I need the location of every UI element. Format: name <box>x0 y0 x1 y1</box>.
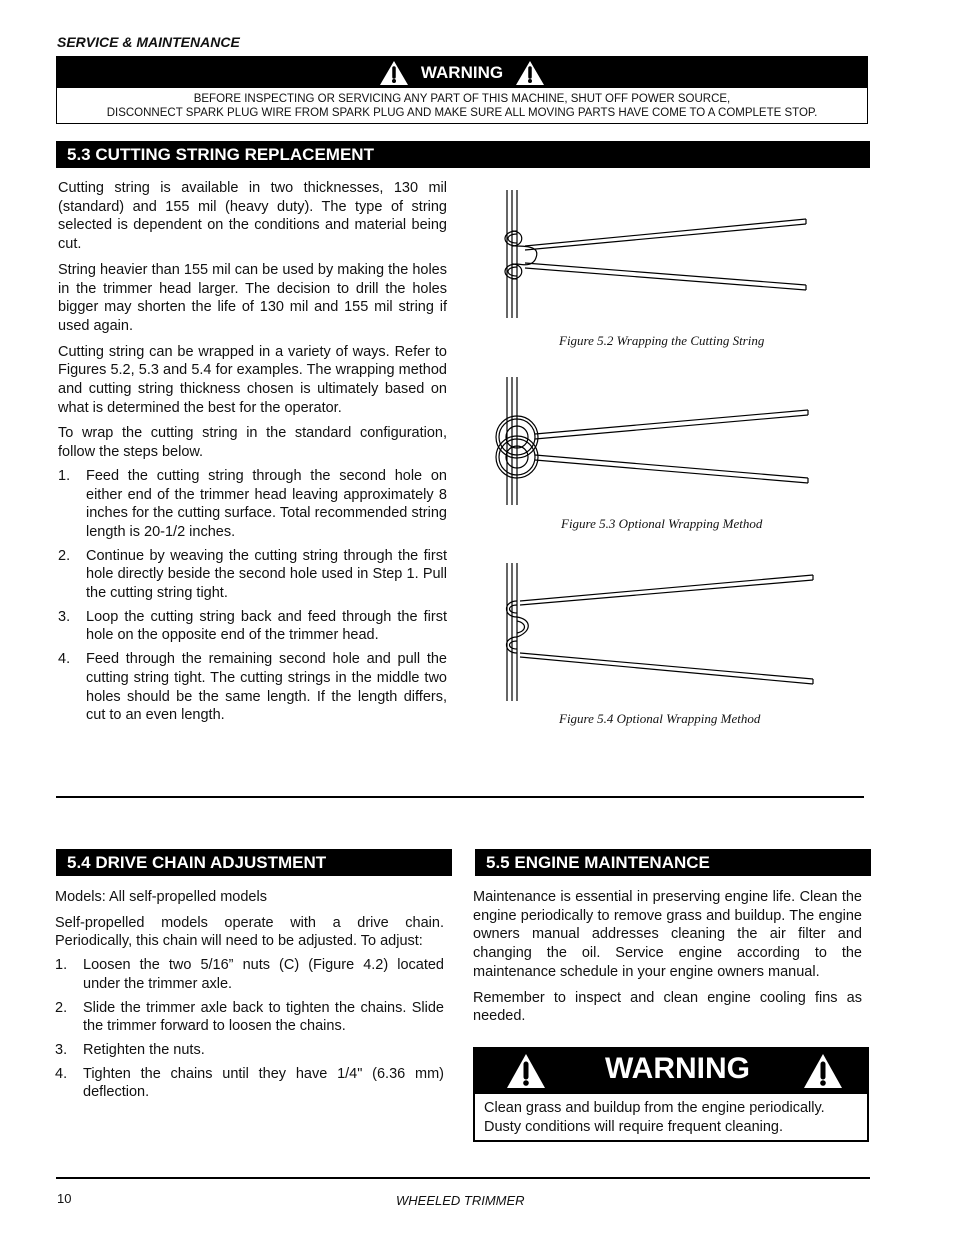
warning-triangle-icon <box>515 60 545 86</box>
step-text: Feed the cutting string through the second hole on either end of the trimmer head leaving approximately 8 inches for the cutting surface. Total recommended string length is 20-1/2 inches. <box>86 467 447 540</box>
step-number: 3. <box>55 1041 68 1058</box>
figure-5-2-caption: Figure 5.2 Wrapping the Cutting String <box>559 333 765 348</box>
paragraph: Self-propelled models operate with a drive chain. Periodically, this chain will need to be adjusted. To adjust: <box>55 914 444 950</box>
section-5-5-heading: 5.5 ENGINE MAINTENANCE <box>475 849 871 876</box>
engine-warning-title: WARNING <box>605 1052 750 1085</box>
engine-warning-box <box>473 1047 869 1142</box>
step-number: 1. <box>55 957 68 974</box>
step-number: 2. <box>58 547 71 564</box>
figure-5-3-diagram <box>490 375 815 507</box>
section-5-4-heading: 5.4 DRIVE CHAIN ADJUSTMENT <box>56 849 452 876</box>
top-warning-title: WARNING <box>420 62 504 82</box>
list-item <box>55 999 444 1036</box>
section-5-5-body <box>473 888 862 1033</box>
step-number: 4. <box>55 1065 68 1082</box>
paragraph: String heavier than 155 mil can be used by making the holes in the trimmer head larger. The decision to drill the holes bigger may shorten the life of 130 mil and 155 mil string if used again. <box>58 261 447 334</box>
section-5-3-heading: 5.3 CUTTING STRING REPLACEMENT <box>56 141 870 168</box>
list-item <box>55 1065 444 1102</box>
step-number: 3. <box>58 608 71 625</box>
warning-triangle-icon <box>506 1053 546 1089</box>
step-number: 2. <box>55 999 68 1016</box>
list-item <box>58 547 447 603</box>
engine-warning-bar <box>475 1049 867 1094</box>
warning-triangle-icon <box>803 1053 843 1089</box>
section-5-4-body <box>55 888 444 1107</box>
step-text: Retighten the nuts. <box>83 1041 205 1058</box>
warning-triangle-icon <box>379 60 409 86</box>
page-number: 10 <box>57 1191 72 1206</box>
footer-title: WHEELED TRIMMER <box>396 1193 525 1208</box>
paragraph: Remember to inspect and clean engine cooling fins as needed. <box>473 989 862 1025</box>
step-text: Slide the trimmer axle back to tighten the chains. Slide the trimmer forward to loosen the chains. <box>83 999 444 1035</box>
section-divider <box>56 796 864 798</box>
step-number: 1. <box>58 467 71 484</box>
top-warning-text <box>57 88 867 120</box>
engine-warning-text: Clean grass and buildup from the engine periodically. Dusty conditions will require frequent cleaning. <box>484 1100 825 1135</box>
top-warning-box <box>56 56 868 124</box>
paragraph: Cutting string can be wrapped in a variety of ways. Refer to Figures 5.2, 5.3 and 5.4 for examples. The wrapping method and cutting string thickness chosen is ultimately based on what is determined the best for the operator. <box>58 343 447 416</box>
list-item <box>58 608 447 645</box>
step-text: Feed through the remaining second hole and pull the cutting string tight. The cutting strings in the middle two holes should be the same length. If the length differs, cut to an even length. <box>86 651 447 724</box>
figure-5-3-caption: Figure 5.3 Optional Wrapping Method <box>561 516 763 531</box>
paragraph: To wrap the cutting string in the standard configuration, follow the steps below. <box>58 425 447 461</box>
section-5-3-body <box>58 179 447 730</box>
section-header-label: SERVICE & MAINTENANCE <box>57 34 240 50</box>
step-text: Tighten the chains until they have 1/4" (6.36 mm) deflection. <box>83 1065 444 1101</box>
top-warning-line-2: DISCONNECT SPARK PLUG WIRE FROM SPARK PLUG AND MAKE SURE ALL MOVING PARTS HAVE COME TO A COMPLETE STOP. <box>106 107 818 119</box>
steps-list <box>58 467 447 725</box>
step-text: Loop the cutting string back and feed through the first hole on the opposite end of the trimmer head. <box>86 608 447 644</box>
top-warning-line-1: BEFORE INSPECTING OR SERVICING ANY PART OF THIS MACHINE, SHUT OFF POWER SOURCE, <box>193 93 731 105</box>
top-warning-bar <box>57 57 867 88</box>
step-number: 4. <box>58 651 71 668</box>
list-item <box>58 650 447 725</box>
list-item <box>58 467 447 542</box>
figure-5-2-diagram <box>495 188 815 320</box>
figure-5-4-diagram <box>495 561 820 703</box>
paragraph: Models: All self-propelled models <box>55 889 267 905</box>
paragraph: Maintenance is essential in preserving engine life. Clean the engine periodically to remove grass and buildup. The engine owners manual addresses cleaning the air filter and changing the oil. Service engine according to the maintenance schedule in your engine owners manual. <box>473 889 862 980</box>
list-item <box>55 956 444 993</box>
paragraph: Cutting string is available in two thicknesses, 130 mil (standard) and 155 mil (heavy duty). The type of string selected is dependent on the conditions and material being cut. <box>58 180 447 253</box>
list-item <box>55 1041 444 1060</box>
steps-list <box>55 956 444 1102</box>
step-text: Continue by weaving the cutting string through the first hole directly beside the second hole used in Step 1. Pull the cutting string tight. <box>86 547 447 602</box>
footer-rule <box>56 1177 870 1179</box>
figure-5-4-caption: Figure 5.4 Optional Wrapping Method <box>559 711 761 726</box>
step-text: Loosen the two 5/16” nuts (C) (Figure 4.2) located under the trimmer axle. <box>83 957 444 992</box>
